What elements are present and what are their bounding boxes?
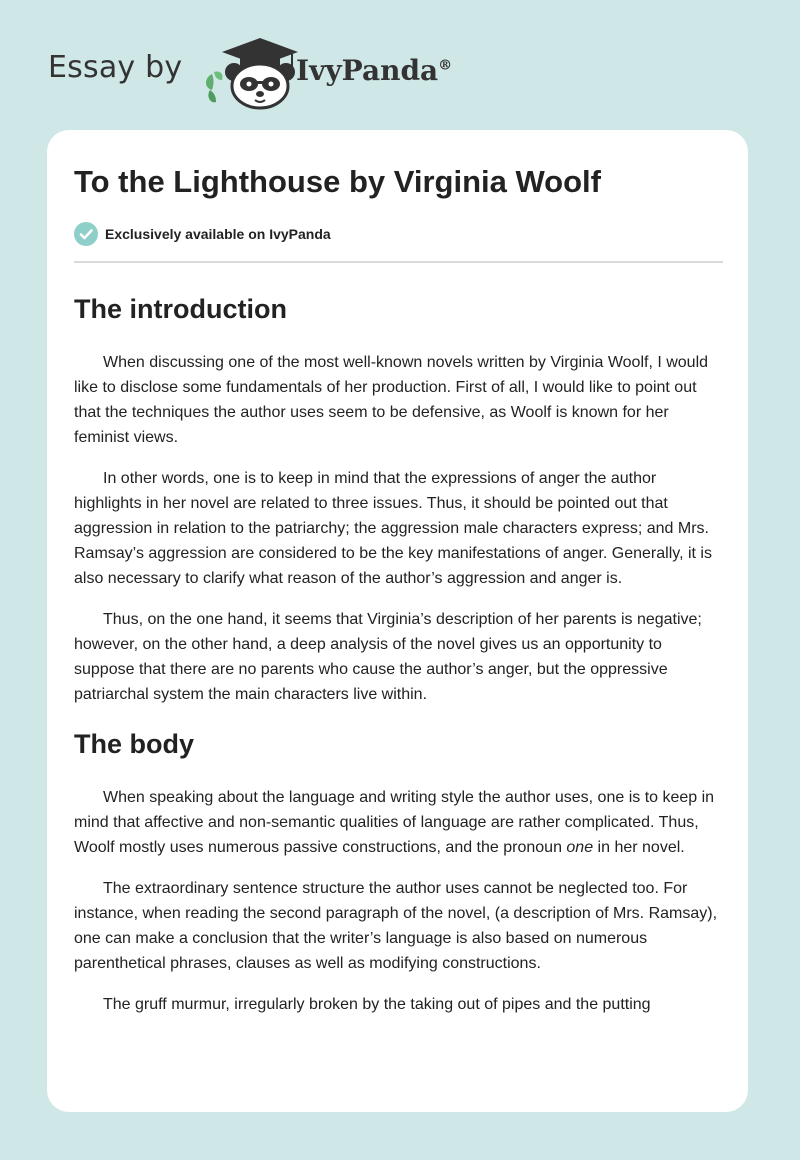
paragraph-text: When speaking about the language and writing style the author uses, one is to keep in mind that affective and non-semantic qualities of language are rather complicated. Thus, Woolf mostly uses numerous passive constructions, and the pronoun <box>74 789 715 856</box>
essay-card <box>47 130 748 1112</box>
registered-mark: ® <box>438 57 453 74</box>
exclusive-badge-label: Exclusively available on IvyPanda <box>105 226 331 242</box>
brand-name[interactable] <box>296 54 452 87</box>
paragraph: In other words, one is to keep in mind that the expressions of anger the author highlights in her novel are related to three issues. Thus, it should be pointed out that aggression in relation to the patriarchy; the aggression male characters express; and Mrs. Ramsay’s aggression are considered to be the key manifestations of anger. Generally, it is also necessary to clarify what reason of the author’s aggression and anger is. <box>74 470 712 587</box>
section-heading-body: The body <box>74 729 194 759</box>
essay-by-label: Essay by <box>48 50 183 85</box>
paragraph: The gruff murmur, irregularly broken by the taking out of pipes and the putting <box>103 996 651 1013</box>
paragraph: When discussing one of the most well-known novels written by Virginia Woolf, I would like to disclose some fundamentals of her production. First of all, I would like to point out that the techniques the author uses seem to be defensive, as Woolf is known for her feminist views. <box>74 354 709 446</box>
essay-content <box>74 280 724 1017</box>
paragraph: The extraordinary sentence structure the author uses cannot be neglected too. For instance, when reading the second paragraph of the novel, (a description of Mrs. Ramsay), one can make a conclusion that the writer’s language is also based on numerous parenthetical phrases, clauses as well as modifying constructions. <box>74 880 718 972</box>
paragraph: Thus, on the one hand, it seems that Virginia’s description of her parents is negative; however, on the other hand, a deep analysis of the novel gives us an opportunity to suppose that there are no parents who cause the author’s anger, but the oppressive patriarchal system the main characters live within. <box>74 611 702 703</box>
paragraph <box>74 785 724 860</box>
paragraph-text: in her novel. <box>593 839 685 856</box>
essay-title: To the Lighthouse by Virginia Woolf <box>74 164 601 199</box>
panda-graduate-logo[interactable] <box>200 34 300 110</box>
brand-name-text: IvyPanda <box>296 54 439 87</box>
emphasized-word: one <box>566 839 594 856</box>
check-circle-icon <box>74 222 98 246</box>
title-divider <box>74 261 723 263</box>
site-header <box>48 34 488 110</box>
section-heading-introduction: The introduction <box>74 294 287 324</box>
exclusive-badge <box>74 222 331 246</box>
